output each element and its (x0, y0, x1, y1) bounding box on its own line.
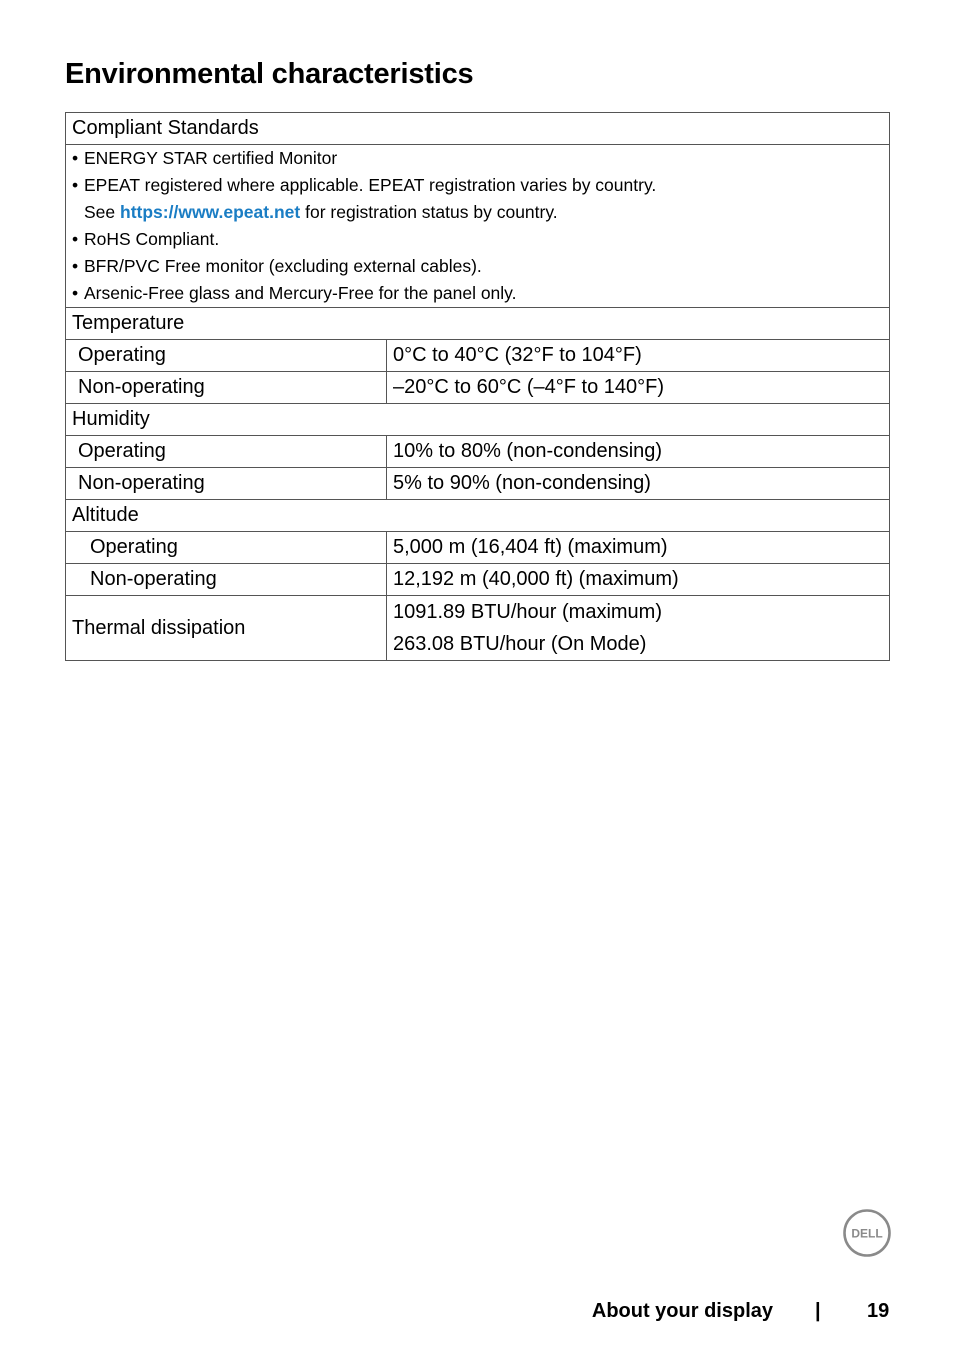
altitude-operating-value: 5,000 m (16,404 ft) (maximum) (387, 532, 890, 564)
bullet-marker: • (72, 229, 79, 249)
bullet-marker: • (72, 148, 79, 168)
temperature-operating-label: Operating (66, 340, 387, 372)
footer-separator: | (815, 1300, 821, 1322)
temperature-header: Temperature (66, 308, 890, 340)
temperature-nonoperating-value: –20°C to 60°C (–4°F to 140°F) (387, 372, 890, 404)
temperature-nonoperating-label: Non-operating (66, 372, 387, 404)
logo-text: DELL (851, 1226, 883, 1241)
compliant-standards-header-row (66, 113, 890, 145)
see-text: See (84, 202, 116, 222)
altitude-header: Altitude (66, 500, 890, 532)
epeat-link[interactable]: https://www.epeat.net (120, 202, 301, 222)
bullet-marker: • (72, 283, 79, 303)
humidity-header: Humidity (66, 404, 890, 436)
footer-section-title: About your display (591, 1300, 773, 1322)
thermal-dissipation-label: Thermal dissipation (66, 596, 387, 661)
humidity-nonoperating-value: 5% to 90% (non-condensing) (387, 468, 890, 500)
dell-logo-icon (842, 1208, 892, 1258)
thermal-dissipation-values (387, 596, 890, 661)
environmental-spec-table (65, 112, 890, 661)
list-item (72, 280, 883, 307)
bullet-marker: • (72, 256, 79, 276)
page-title: Environmental characteristics (65, 58, 474, 90)
humidity-nonoperating-label: Non-operating (66, 468, 387, 500)
list-item (72, 145, 883, 172)
list-item-text: ENERGY STAR certified Monitor (84, 148, 338, 168)
compliant-standards-list (66, 145, 890, 308)
table-row (66, 372, 890, 404)
table-row (66, 596, 890, 661)
altitude-nonoperating-label: Non-operating (66, 564, 387, 596)
list-item-text: BFR/PVC Free monitor (excluding external cables). (84, 256, 482, 276)
humidity-header-row (66, 404, 890, 436)
compliant-standards-header: Compliant Standards (66, 113, 890, 145)
list-item-text: EPEAT registered where applicable. EPEAT registration varies by country. (84, 175, 657, 195)
table-row (66, 468, 890, 500)
table-row (66, 436, 890, 468)
list-item-text: RoHS Compliant. (84, 229, 220, 249)
humidity-operating-label: Operating (66, 436, 387, 468)
thermal-max-value: 1091.89 BTU/hour (maximum) (393, 601, 662, 623)
list-item-text: for registration status by country. (305, 202, 558, 222)
temperature-header-row (66, 308, 890, 340)
page-footer (0, 1300, 954, 1330)
altitude-nonoperating-value: 12,192 m (40,000 ft) (maximum) (387, 564, 890, 596)
thermal-on-mode-value: 263.08 BTU/hour (On Mode) (393, 633, 647, 655)
list-item-text: Arsenic-Free glass and Mercury-Free for the panel only. (84, 283, 517, 303)
humidity-operating-value: 10% to 80% (non-condensing) (387, 436, 890, 468)
page-number: 19 (867, 1300, 890, 1322)
table-row (66, 532, 890, 564)
list-item-continuation (72, 199, 883, 226)
altitude-header-row (66, 500, 890, 532)
list-item (72, 253, 883, 280)
table-row (66, 564, 890, 596)
table-row (66, 340, 890, 372)
temperature-operating-value: 0°C to 40°C (32°F to 104°F) (387, 340, 890, 372)
altitude-operating-label: Operating (66, 532, 387, 564)
list-item (72, 226, 883, 253)
list-item (72, 172, 883, 199)
compliant-standards-list-row (66, 145, 890, 308)
bullet-marker: • (72, 175, 79, 195)
